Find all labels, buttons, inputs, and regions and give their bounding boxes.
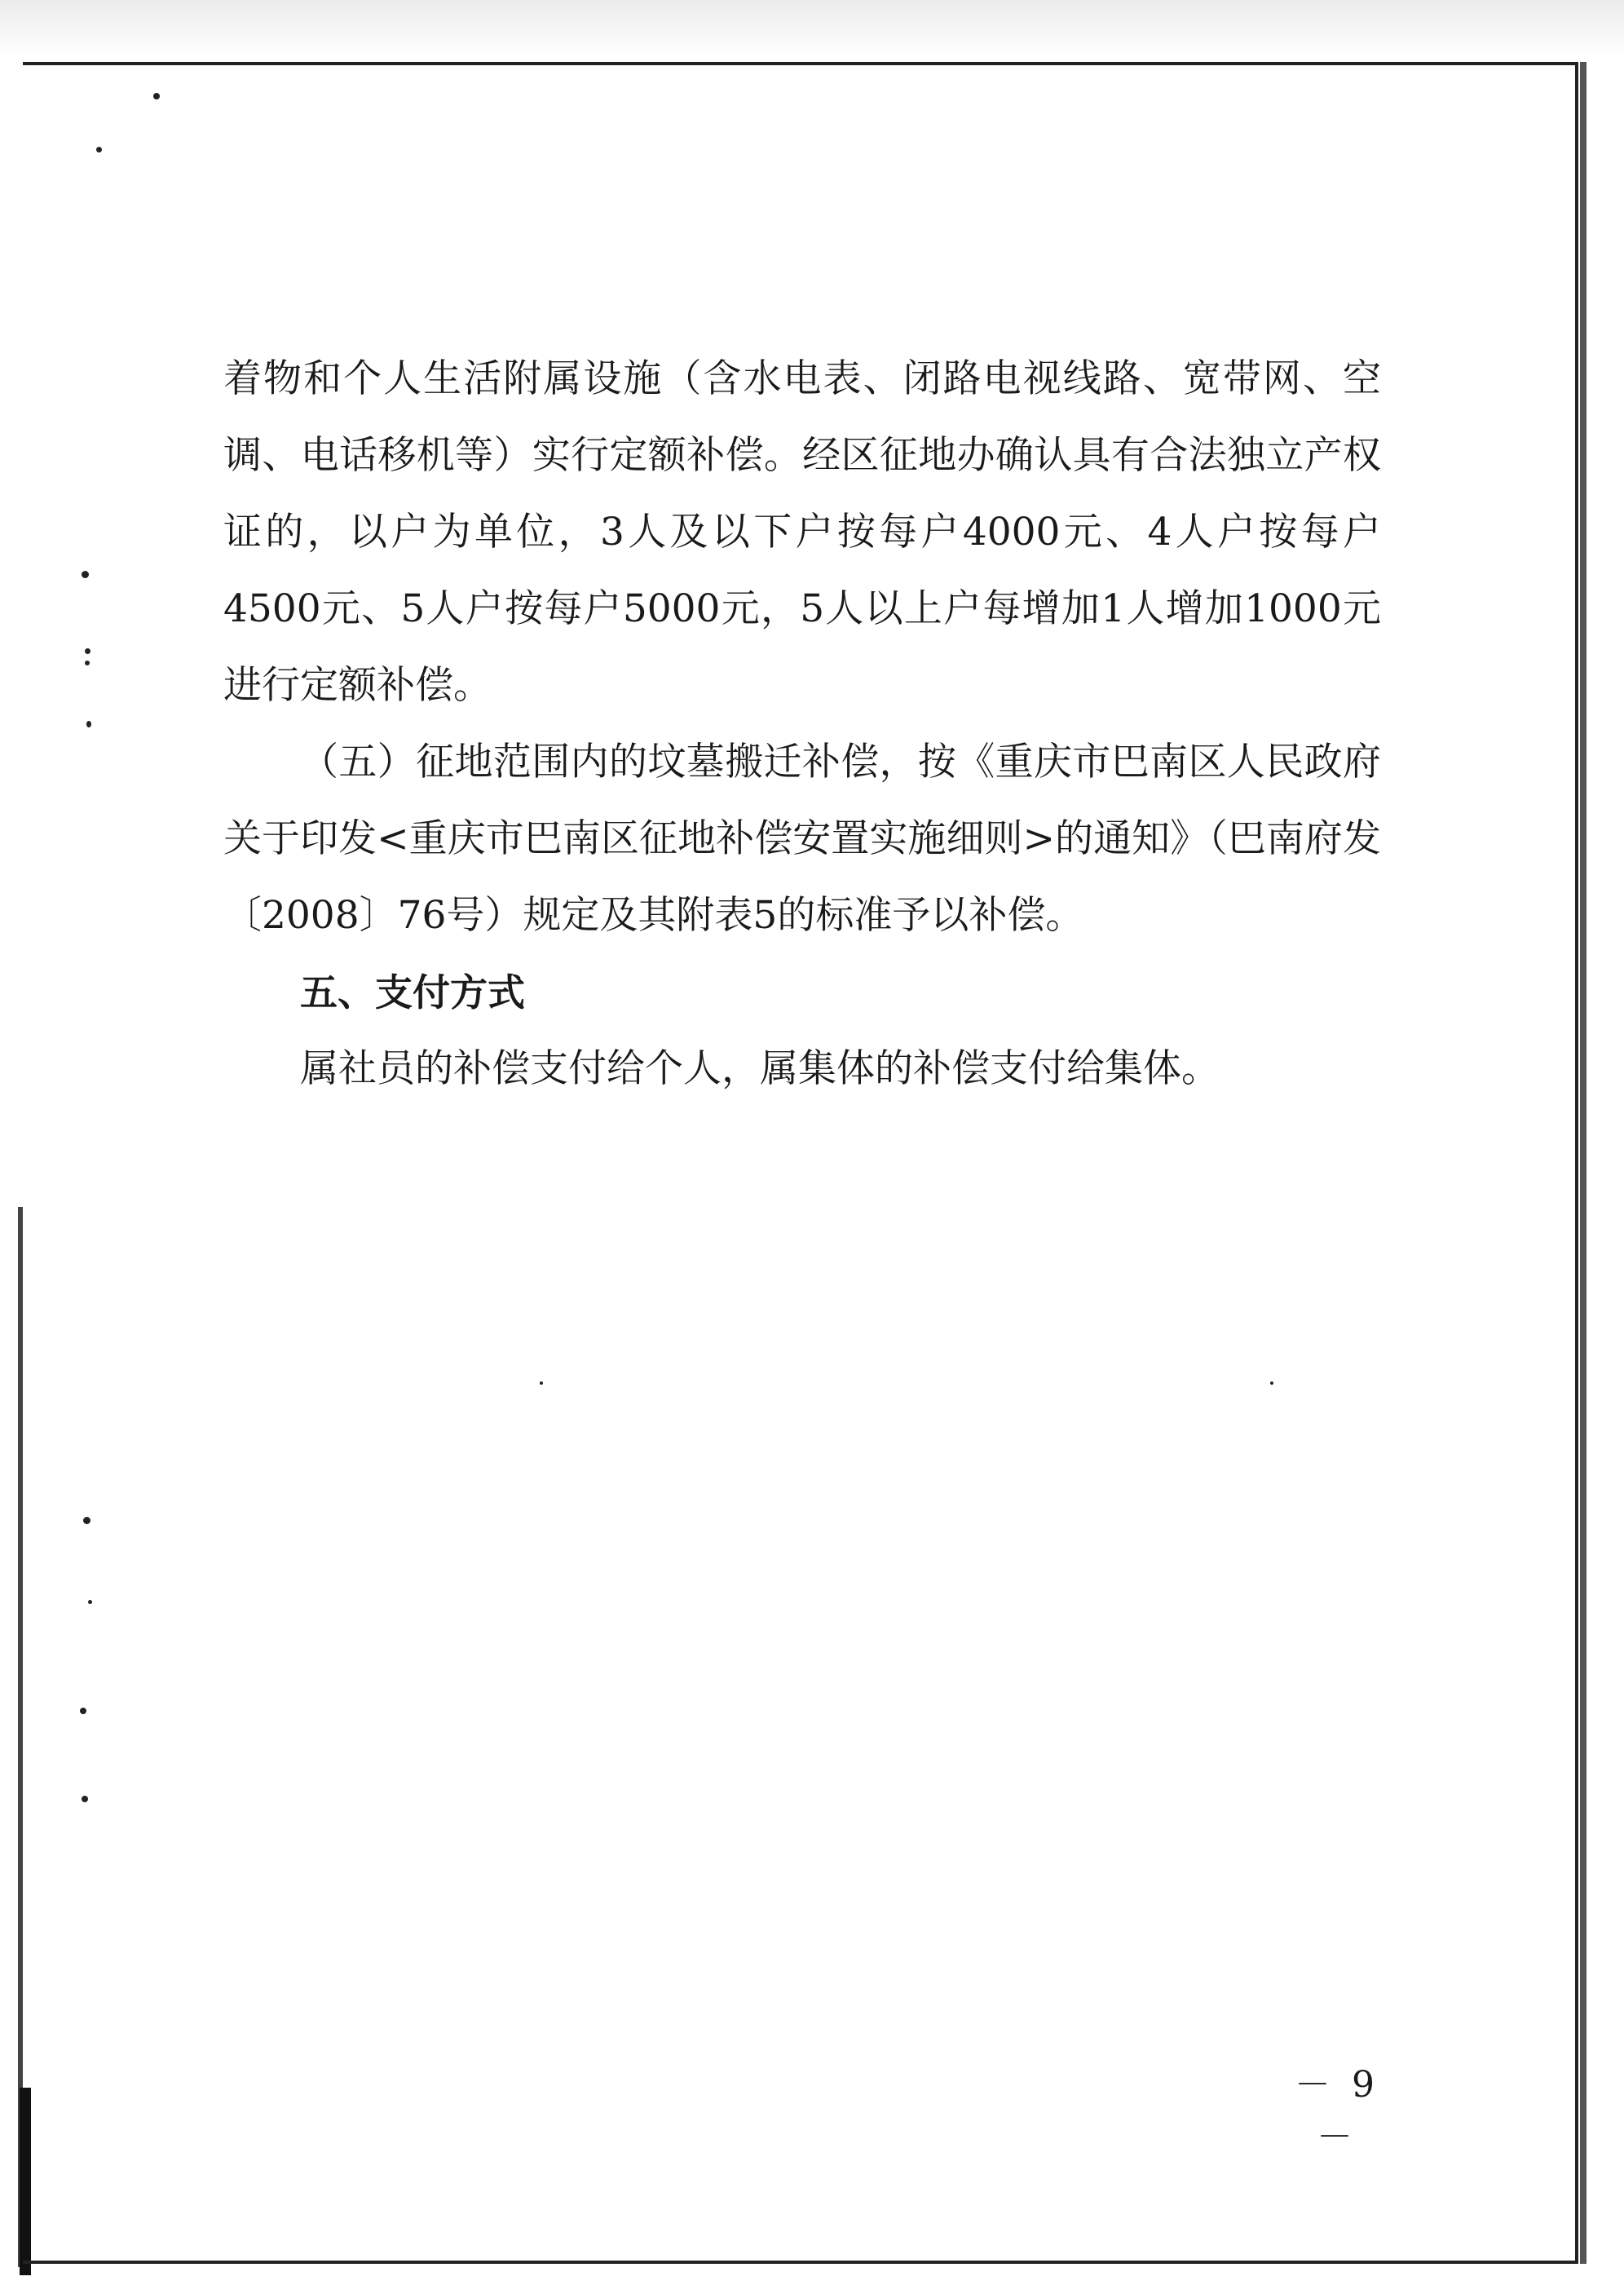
scan-speck (96, 147, 102, 152)
scan-speck (80, 1708, 86, 1714)
document-body (223, 341, 1381, 1107)
page-number: － 9 － (1295, 2064, 1379, 2158)
scan-speck (82, 571, 89, 578)
scan-speck (86, 721, 91, 727)
scan-speck (85, 648, 90, 654)
scan-speck (88, 1600, 92, 1604)
paragraph-payment-method: 属社员的补偿支付给个人，属集体的补偿支付给集体。 (300, 1046, 1220, 1091)
scan-speck (85, 661, 90, 665)
scan-speck (153, 93, 160, 99)
paragraph-grave-relocation: （五）征地范围内的坟墓搬迁补偿，按《重庆市巴南区人民政府关于印发<重庆市巴南区征地补偿安置实施细则>的通知》（巴南府发〔2008〕76号）规定及其附表5的标准予以补偿。 (223, 740, 1381, 938)
scan-right-edge (1580, 62, 1586, 2264)
scan-speck (540, 1381, 543, 1385)
section-heading-payment-method: 五、支付方式 (300, 970, 525, 1014)
scan-speck (83, 1517, 90, 1524)
scan-speck (82, 1796, 88, 1802)
paragraph-compensation-fixed: 着物和个人生活附属设施（含水电表、闭路电视线路、宽带网、空调、电话移机等）实行定额补偿。经区征地办确认具有合法独立产权证的，以户为单位，3人及以下户按每户4000元、4人户按每户4500元、5人户按每户5000元，5人以上户每增加1人增加1000元进行定额补偿。 (223, 356, 1381, 708)
scan-top-shading (0, 0, 1624, 57)
scan-speck (1270, 1381, 1273, 1385)
